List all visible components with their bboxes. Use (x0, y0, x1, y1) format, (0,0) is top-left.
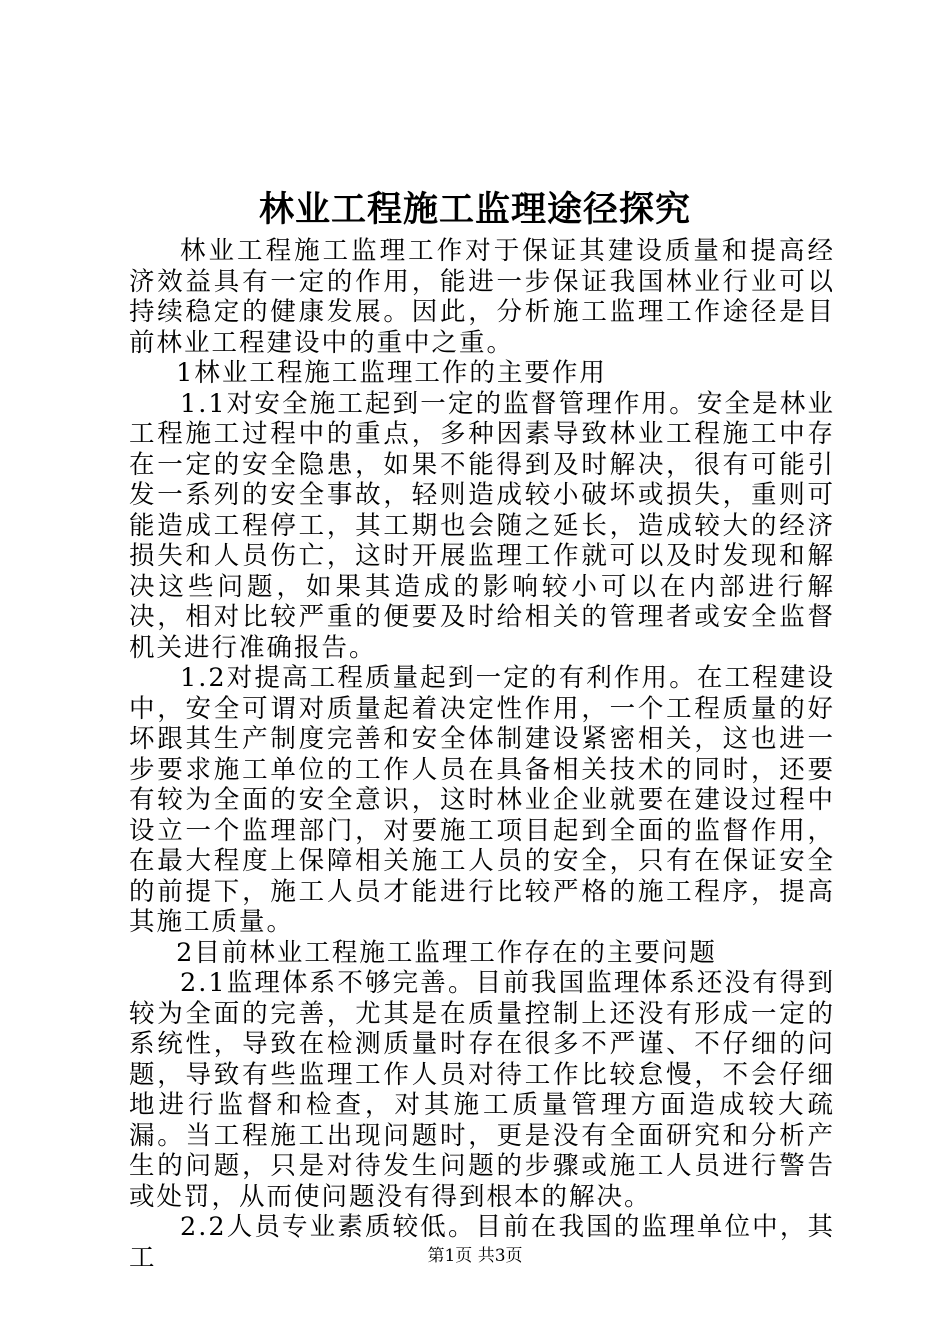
paragraph-1-2: 1.2对提高工程质量起到一定的有利作用。在工程建设中，安全可谓对质量起着决定性作用，一个工程质量的好坏跟其生产制度完善和安全体制建设紧密相关，这也进一步要求施工单位的工作人员在具备相关技术的同时，还要有较为全面的安全意识，这时林业企业就要在建设过程中设立一个监理部门，对要施工项目起到全面的监督作用，在最大程度上保障相关施工人员的安全，只有在保证安全的前提下，施工人员才能进行比较严格的施工程序，提高其施工质量。 (129, 663, 835, 937)
section-heading-1: 1林业工程施工监理工作的主要作用 (176, 358, 607, 388)
paragraph-2-2: 2.2人员专业素质较低。目前在我国的监理单位中，其工 (129, 1212, 835, 1273)
document-body (129, 236, 835, 1273)
paragraph-intro: 林业工程施工监理工作对于保证其建设质量和提高经济效益具有一定的作用，能进一步保证我国林业行业可以持续稳定的健康发展。因此，分析施工监理工作途径是目前林业工程建设中的重中之重。 (129, 236, 835, 358)
page-number-footer: 第1页 共3页 (427, 1246, 523, 1266)
document-title: 林业工程施工监理途径探究 (258, 189, 691, 230)
paragraph-1-1: 1.1对安全施工起到一定的监督管理作用。安全是林业工程施工过程中的重点，多种因素导致林业工程施工中存在一定的安全隐患，如果不能得到及时解决，很有可能引发一系列的安全事故，轻则造成较小破坏或损失，重则可能造成工程停工，其工期也会随之延长，造成较大的经济损失和人员伤亡，这时开展监理工作就可以及时发现和解决这些问题，如果其造成的影响较小可以在内部进行解决，相对比较严重的便要及时给相关的管理者或安全监督机关进行准确报告。 (129, 388, 835, 663)
paragraph-2-1: 2.1监理体系不够完善。目前我国监理体系还没有得到较为全面的完善，尤其是在质量控制上还没有形成一定的系统性，导致在检测质量时存在很多不严谨、不仔细的问题，导致有些监理工作人员对待工作比较怠慢，不会仔细地进行监督和检查，对其施工质量管理方面造成较大疏漏。当工程施工出现问题时，更是没有全面研究和分析产生的问题，只是对待发生问题的步骤或施工人员进行警告或处罚，从而使问题没有得到根本的解决。 (129, 968, 835, 1212)
section-heading-2: 2目前林业工程施工监理工作存在的主要问题 (176, 937, 717, 968)
